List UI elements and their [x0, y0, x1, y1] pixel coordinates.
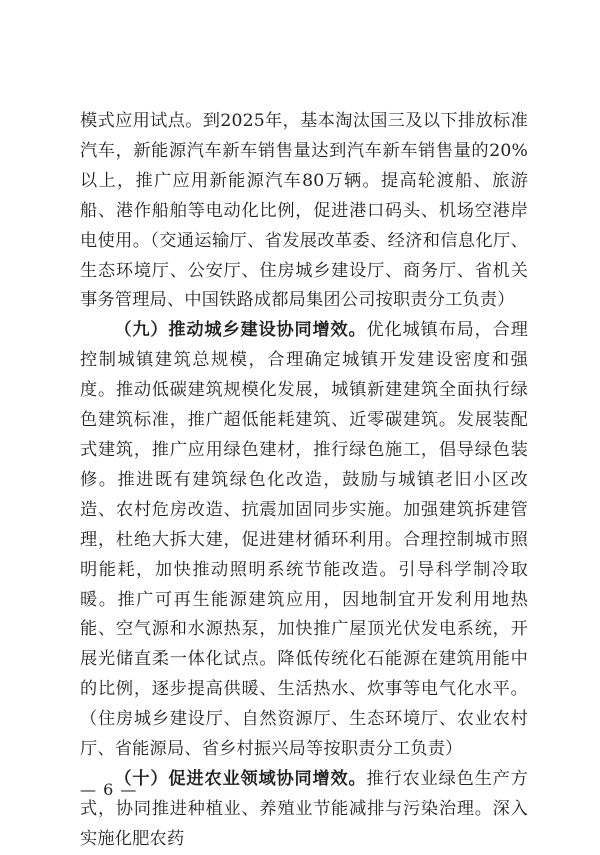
- paragraph-text: 推行农业绿色生产方式，协同推进种植业、养殖业节能减排与污染治理。深入实施化肥农药: [80, 768, 528, 849]
- document-body: [80, 107, 528, 855]
- paragraph-section-10: [80, 765, 528, 855]
- paragraph-continued: [80, 107, 528, 316]
- paragraph-section-9: [80, 316, 528, 765]
- paragraph-text: 优化城镇布局，合理控制城镇建筑总规模，合理确定城镇开发建设密度和强度。推动低碳建筑规模化发展，城镇新建建筑全面执行绿色建筑标准，推广超低能耗建筑、近零碳建筑。发展装配式建筑，推广应用绿色建材，推行绿色施工，倡导绿色装修。推进既有建筑绿色化改造，鼓励与城镇老旧小区改造、农村危房改造、抗震加固同步实施。加强建筑拆建管理，杜绝大拆大建，促进建材循环利用。合理控制城市照明能耗，加快推动照明系统节能改造。引导科学制冷取暖。推广可再生能源建筑应用，因地制宜开发利用地热能、空气源和水源热泵，加快推广屋顶光伏发电系统，开展光储直柔一体化试点。降低传统化石能源在建筑用能中的比例，逐步提高供暖、生活热水、炊事等电气化水平。（住房城乡建设厅、自然资源厅、生态环境厅、农业农村厅、省能源局、省乡村振兴局等按职责分工负责）: [80, 320, 528, 760]
- page-number: — 6 —: [80, 780, 138, 799]
- paragraph-text: 模式应用试点。到2025年，基本淘汰国三及以下排放标准汽车，新能源汽车新车销售量达到汽车新车销售量的20%以上，推广应用新能源汽车80万辆。提高轮渡船、旅游船、港作船舶等电动化比例，促进港口码头、机场空港岸电使用。（交通运输厅、省发展改革委、经济和信息化厅、生态环境厅、公安厅、住房城乡建设厅、商务厅、省机关事务管理局、中国铁路成都局集团公司按职责分工负责）: [80, 111, 528, 311]
- section-heading: （九）推动城乡建设协同增效。: [114, 320, 367, 341]
- section-heading: （十）促进农业领域协同增效。: [114, 768, 367, 789]
